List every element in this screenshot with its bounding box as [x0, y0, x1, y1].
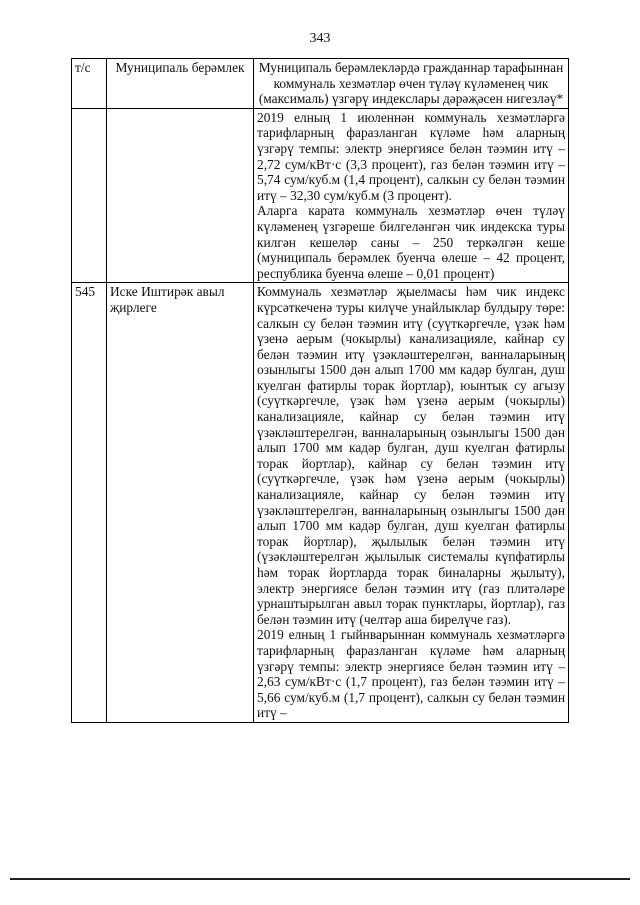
header-description: Муниципаль берәмлекләрдә гражданнар тарафыннан коммуналь хезмәтләр өчен түләү күләменең чик (максималь) үзгәрү индекслары дәрәҗәсен нигезләү* — [254, 59, 569, 109]
row-num — [72, 108, 107, 283]
table-row — [72, 108, 569, 283]
row-description — [254, 283, 569, 723]
row-municipality: Иске Иштирәк авыл җирлеге — [107, 283, 254, 723]
row-description — [254, 108, 569, 283]
scan-edge-line — [10, 878, 630, 880]
row-municipality — [107, 108, 254, 283]
page-number: 343 — [309, 31, 331, 46]
paragraph: Коммуналь хезмәтләр җыелмасы һәм чик индекс күрсәткеченә туры килүче унайлыклар булдыру төре: салкын су белән тәэмин итү (суүткәргечле, үзәк һәм үзенә аерым (чокырлы) канализацияле, кайнар су белән тәэмин итү үзәкләштерелгән, ванналарының озынлыгы 1500 дән алып 1700 мм кадәр булган, душ куелган фатирлы торак йортлар), юынтык су агызу (суүткәргечле, үзәк һәм үзенә аерым (чокырлы) канализацияле, кайнар су белән тәэмин итү үзәкләштерелгән, ванналарының озынлыгы 1500 дән алып 1700 мм кадәр булган, душ куелган фатирлы торак йортлар), кайнар су белән тәэмин итү (суүткәргечле, үзәк һәм үзенә аерым (чокырлы) канализацияле, кайнар су белән тәэмин итү үзәкләштерелгән, ванналарының озынлыгы 1500 дән алып 1700 мм кадәр булган, душ куелган фатирлы торак йортлар), җылылык белән тәэмин итү (үзәкләштерелгән җылылык системалы күпфатирлы һәм торак йортларда торак биналарны җылыту), электр энергиясе белән тәэмин итү (газ плитәләре урнаштырылган авыл торак пунктлары, йортлар), газ белән тәэмин итү (челтәр аша бирелүче газ). — [257, 284, 565, 627]
table-header-row — [72, 59, 569, 109]
table-row — [72, 283, 569, 723]
municipal-tariff-table — [71, 58, 569, 723]
row-num: 545 — [72, 283, 107, 723]
paragraph: Аларга карата коммуналь хезмәтләр өчен түләү күләменең үзгәреше билгеләнгән чик индекска туры килгән кешеләр саны – 250 теркәлгән кеше (муниципаль берәмлек буенча өлеше – 42 процент, республика буенча өлеше – 0,01 процент) — [257, 203, 565, 281]
paragraph: 2019 елның 1 июленнән коммуналь хезмәтләргә тарифларның фаразланган күләме һәм аларның үзгәрү темпы: электр энергиясе белән тәэмин итү – 2,72 сум/кВт·с (3,3 процент), газ белән тәэмин итү – 5,74 сум/куб.м (1,4 процент), салкын су белән тәэмин итү – 32,30 сум/куб.м (3 процент). — [257, 109, 565, 203]
header-municipality: Муниципаль берәмлек — [107, 59, 254, 109]
paragraph: 2019 елның 1 гыйнварыннан коммуналь хезмәтләргә тарифларның фаразланган күләме һәм аларның үзгәрү темпы: электр энергиясе белән тәэмин итү – 2,63 сум/кВт·с (1,7 процент), газ белән тәэмин итү – 5,66 сум/куб.м (1,7 процент), салкын су белән тәэмин итү – — [257, 627, 565, 721]
header-num: т/с — [72, 59, 107, 109]
